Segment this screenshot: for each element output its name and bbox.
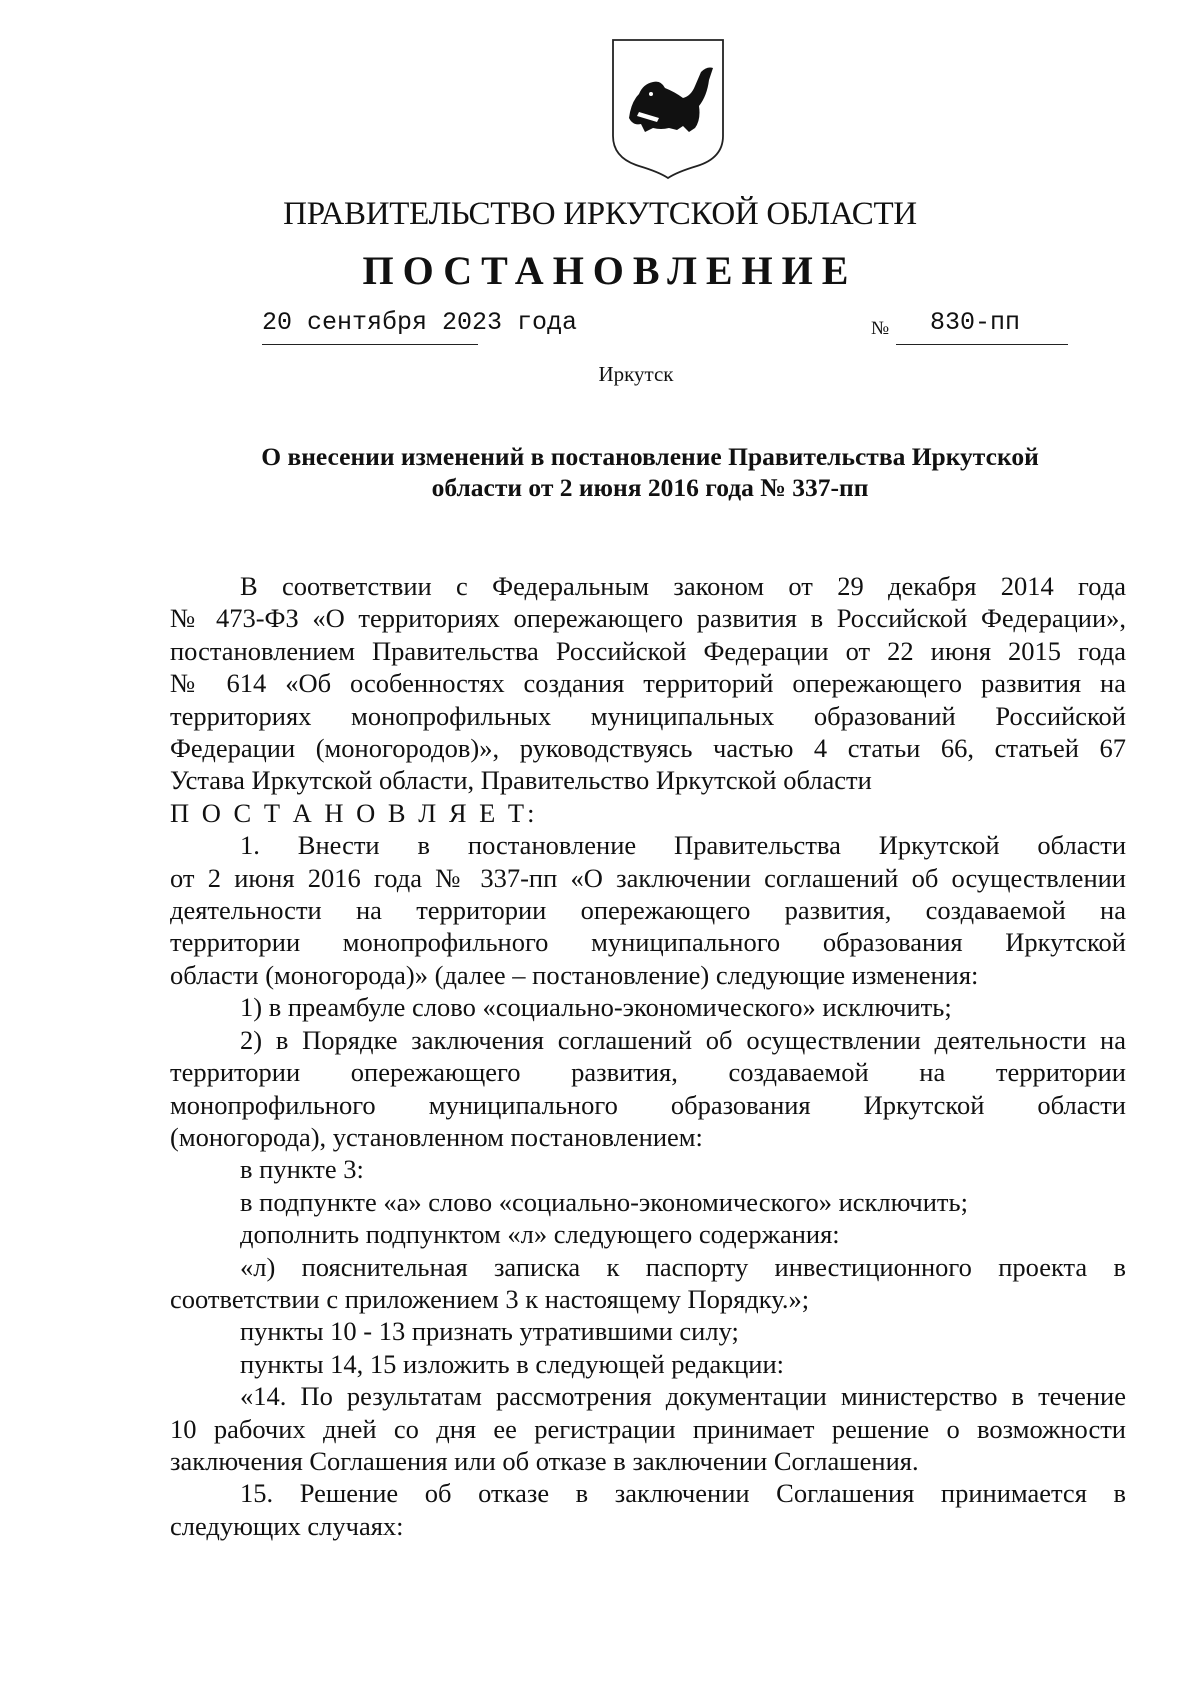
body-line: заключения Соглашения или об отказе в заключении Соглашения. xyxy=(170,1445,919,1476)
city: Иркутск xyxy=(598,362,674,386)
document-type: ПОСТАНОВЛЕНИЕ xyxy=(362,248,858,293)
body-line: № 473-ФЗ «О территориях опережающего развития в Российской Федерации», xyxy=(170,603,1126,634)
body-line: «14. По результатам рассмотрения документации министерство в течение xyxy=(240,1381,1126,1412)
body-line: соответствии с приложением 3 к настоящему Порядку.»; xyxy=(170,1283,810,1314)
body-line: от 2 июня 2016 года № 337-пп «О заключении соглашений об осуществлении xyxy=(170,862,1126,893)
body-line: П О С Т А Н О В Л Я Е Т: xyxy=(170,797,538,828)
organization-name: ПРАВИТЕЛЬСТВО ИРКУТСКОЙ ОБЛАСТИ xyxy=(283,196,917,232)
document-title xyxy=(200,441,1100,503)
body-line: территории монопрофильного муниципального образования Иркутской xyxy=(170,927,1126,958)
coat-of-arms-emblem xyxy=(609,36,727,181)
body-line: 10 рабочих дней со дня ее регистрации принимает решение о возможности xyxy=(170,1413,1126,1444)
body-line: деятельности на территории опережающего развития, создаваемой на xyxy=(170,895,1126,926)
body-line: территории опережающего развития, создаваемой на территории xyxy=(170,1057,1126,1088)
number-underline xyxy=(896,344,1068,345)
body-line: следующих случаях: xyxy=(170,1510,404,1541)
body-line: 15. Решение об отказе в заключении Соглашения принимается в xyxy=(240,1478,1126,1509)
document-number: 830-пп xyxy=(930,308,1021,337)
number-sign: № xyxy=(871,318,890,339)
body-line: № 614 «Об особенностях создания территорий опережающего развития на xyxy=(170,668,1126,699)
body-line: 1) в преамбуле слово «социально-экономического» исключить; xyxy=(240,992,952,1023)
body-line: в пункте 3: xyxy=(240,1154,364,1185)
title-line: области от 2 июня 2016 года № 337-пп xyxy=(431,473,869,502)
date-underline xyxy=(262,344,478,345)
body-line: пункты 14, 15 изложить в следующей редакции: xyxy=(240,1348,785,1379)
body-line: в подпункте «а» слово «социально-экономического» исключить; xyxy=(240,1186,968,1217)
body-line: постановлением Правительства Российской Федерации от 22 июня 2015 года xyxy=(170,635,1126,666)
body-line: пункты 10 - 13 признать утратившими силу; xyxy=(240,1316,739,1347)
document-date: 20 сентября 2023 года xyxy=(262,308,578,337)
body-line: территориях монопрофильных муниципальных образований Российской xyxy=(170,700,1126,731)
body-line: 1. Внести в постановление Правительства Иркутской области xyxy=(240,830,1126,861)
body-line: «л) пояснительная записка к паспорту инвестиционного проекта в xyxy=(240,1251,1126,1282)
body-line: монопрофильного муниципального образования Иркутской области xyxy=(170,1089,1126,1120)
body-line: (моногорода), установленном постановлением: xyxy=(170,1121,703,1152)
body-line: Федерации (моногородов)», руководствуясь частью 4 статьи 66, статьей 67 xyxy=(170,733,1126,764)
title-line: О внесении изменений в постановление Правительства Иркутской xyxy=(261,442,1039,471)
body-line: области (моногорода)» (далее – постановление) следующие изменения: xyxy=(170,959,979,990)
body-line: дополнить подпунктом «л» следующего содержания: xyxy=(240,1219,840,1250)
body-line: В соответствии с Федеральным законом от 29 декабря 2014 года xyxy=(240,571,1126,601)
body-line: 2) в Порядке заключения соглашений об осуществлении деятельности на xyxy=(240,1024,1126,1055)
body-line: Устава Иркутской области, Правительство Иркутской области xyxy=(170,765,872,796)
document-body xyxy=(170,570,1126,1542)
